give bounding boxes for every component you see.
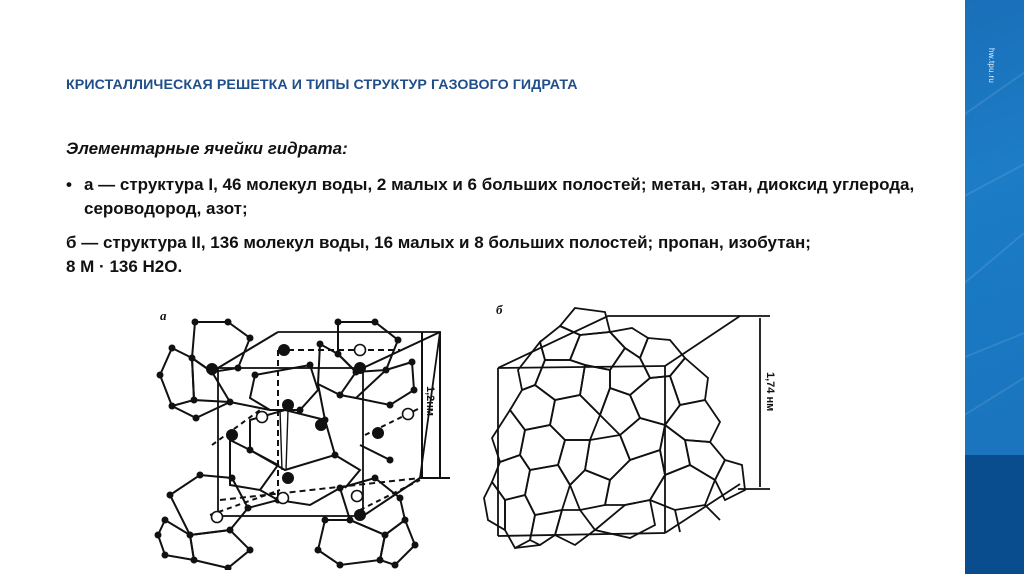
bullet-structure-a xyxy=(66,173,926,221)
paragraph-line-1: б — структура II, 136 молекул воды, 16 малых и 8 больших полостей; пропан, изобутан; xyxy=(66,233,811,252)
figure-b-structure-ii xyxy=(480,300,780,570)
slide-subtitle: Элементарные ячейки гидрата: xyxy=(66,139,348,158)
sidebar-streak xyxy=(965,158,1024,202)
slide-title: КРИСТАЛЛИЧЕСКАЯ РЕШЕТКА И ТИПЫ СТРУКТУР ГАЗОВОГО ГИДРАТА xyxy=(66,77,578,93)
sidebar-streak xyxy=(965,372,1024,421)
paragraph-structure-b xyxy=(66,231,946,279)
figure-a-structure-i xyxy=(150,310,450,570)
sidebar-streak xyxy=(965,232,1024,291)
sidebar-decoration xyxy=(965,0,1024,574)
figure-b-dimension: 1,74 нм xyxy=(764,372,776,412)
sidebar-streak xyxy=(965,326,1024,362)
bullet-text: а — структура I, 46 молекул воды, 2 малых и 6 больших полостей; метан, этан, диоксид углерода, сероводород, азот; xyxy=(84,175,915,218)
sidebar-dark-band xyxy=(965,455,1024,574)
bullet-marker: • xyxy=(66,175,72,194)
figure-a-dimension: 1,2нм xyxy=(424,386,436,417)
site-url: hw.tpu.ru xyxy=(987,48,996,84)
figure-a-label: а xyxy=(160,308,167,323)
paragraph-line-2: 8 M · 136 H2O. xyxy=(66,257,183,276)
figure-b-label: б xyxy=(496,302,503,317)
